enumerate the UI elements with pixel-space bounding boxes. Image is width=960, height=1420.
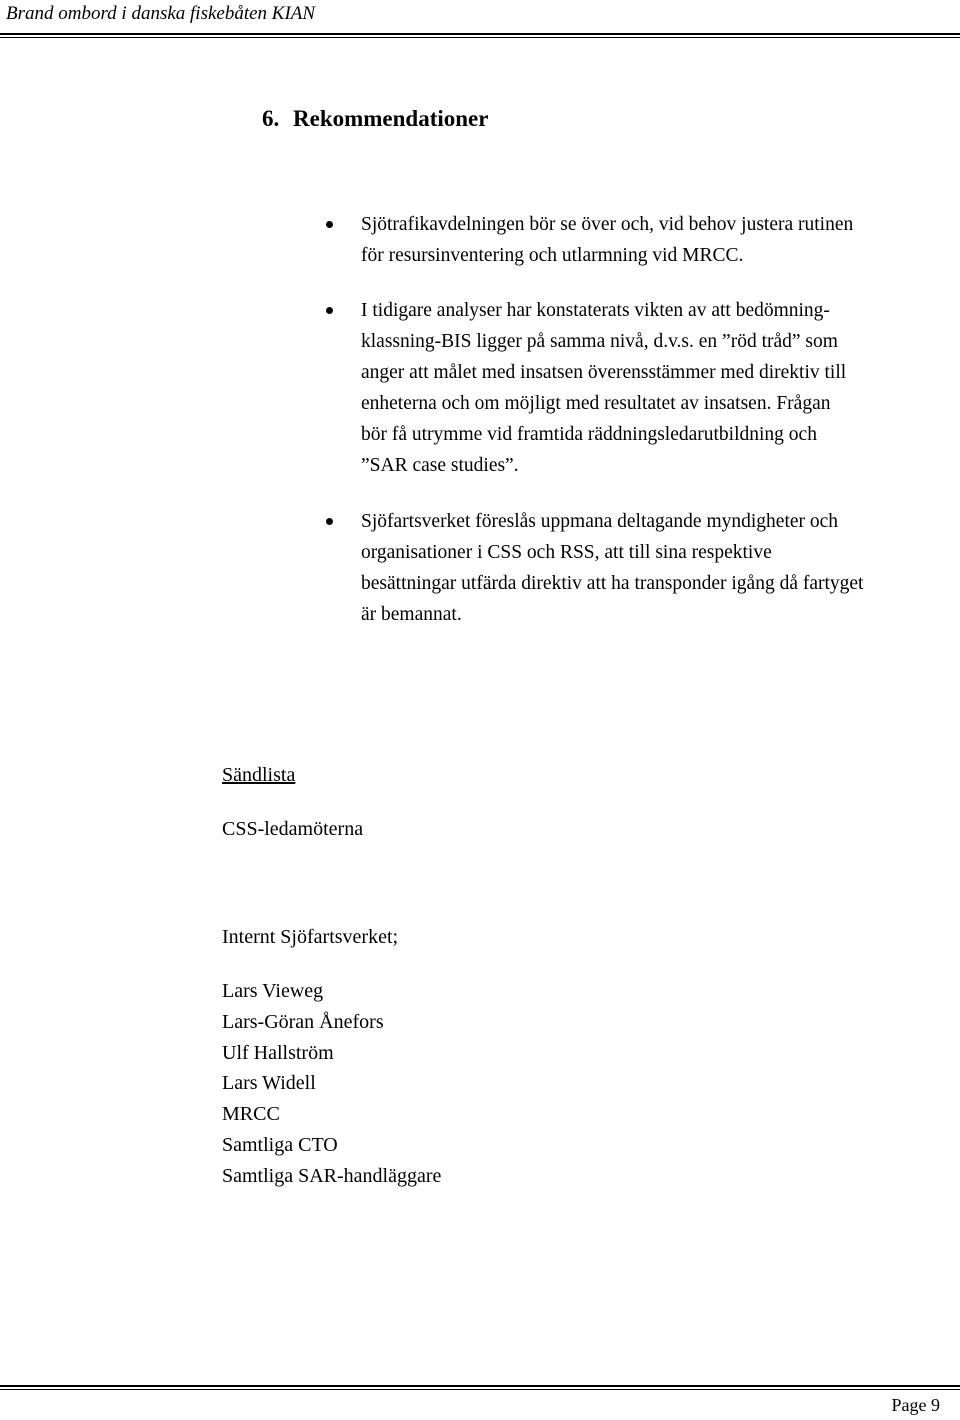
page-number: Page 9 <box>891 1395 940 1415</box>
distribution-heading: Sändlista <box>222 764 296 786</box>
bullet-icon <box>326 307 333 314</box>
distribution-css-members: CSS-ledamöterna <box>222 818 364 840</box>
running-header: Brand ombord i danska fiskebåten KIAN <box>6 3 316 24</box>
recipient-name: Lars-Göran Ånefors <box>222 1010 384 1033</box>
bullet-icon <box>326 518 333 525</box>
recipient-name: MRCC <box>222 1103 280 1126</box>
distribution-names <box>222 976 441 1192</box>
footer-divider <box>0 1385 960 1390</box>
recipient-name: Ulf Hallström <box>222 1041 334 1064</box>
bullet-icon <box>326 221 333 228</box>
distribution-internal-heading: Internt Sjöfartsverket; <box>222 926 399 948</box>
recipient-name: Samtliga CTO <box>222 1133 338 1156</box>
recipient-name: Lars Widell <box>222 1072 316 1095</box>
recommendation-text: Sjötrafikavdelningen bör se över och, vid behov justera rutinen för resursinventering och utlarmning vid MRCC. <box>361 214 854 266</box>
recommendation-text: Sjöfartsverket föreslås uppmana deltagande myndigheter och organisationer i CSS och RSS, att till sina respektive besättningar utfärda direktiv att ha transponder igång då fartyget är bemannat. <box>361 511 864 625</box>
section-title: Rekommendationer <box>293 106 489 131</box>
section-heading <box>262 104 488 134</box>
header-divider <box>0 33 960 38</box>
section-number: 6. <box>262 106 280 131</box>
recommendation-text: I tidigare analyser har konstaterats vikten av att bedömning- klassning-BIS ligger på samma nivå, d.v.s. en ”röd tråd” som anger att målet med insatsen överensstämmer med direktiv till enheterna och om möjligt med resultatet av insatsen. Frågan bör få utrymme vid framtida räddningsledarutbildning och ”SAR case studies”. <box>361 300 847 476</box>
recipient-name: Lars Vieweg <box>222 980 324 1002</box>
recipient-name: Samtliga SAR-handläggare <box>222 1164 442 1187</box>
